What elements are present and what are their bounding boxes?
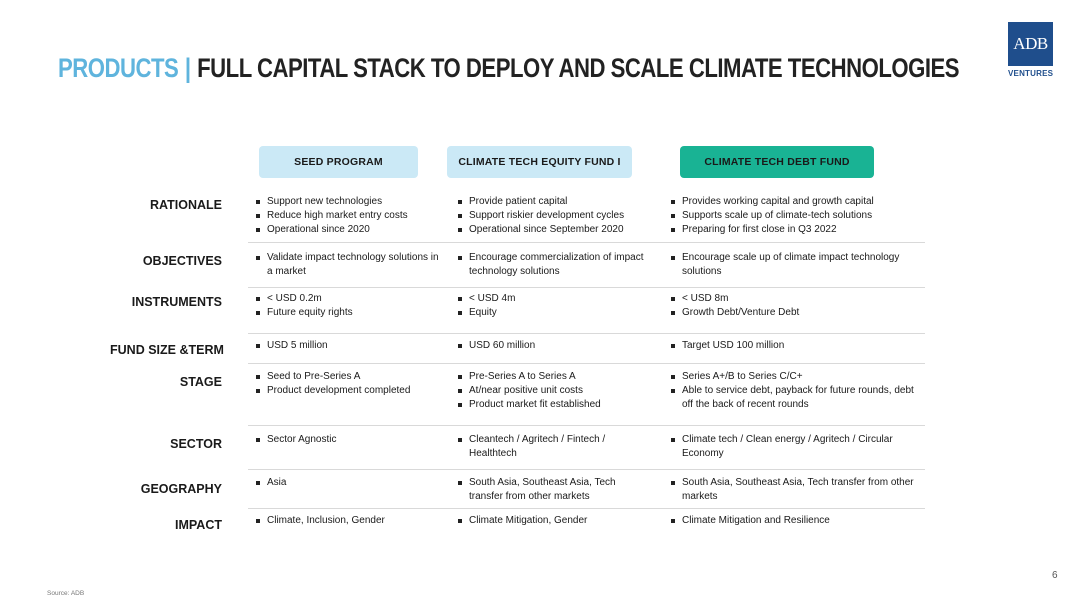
cell-equity bbox=[455, 292, 645, 320]
column-header-equity-fund: CLIMATE TECH EQUITY FUND I bbox=[447, 146, 632, 178]
title-main: FULL CAPITAL STACK TO DEPLOY AND SCALE CLIMATE TECHNOLOGIES bbox=[197, 53, 960, 83]
bullet-item: Able to service debt, payback for future rounds, debt off the back of recent rounds bbox=[668, 384, 918, 412]
logo-mark: ADB bbox=[1008, 22, 1053, 66]
cell-seed bbox=[253, 195, 443, 237]
row-divider bbox=[248, 508, 925, 509]
cell-seed bbox=[253, 514, 443, 528]
bullet-item: < USD 8m bbox=[668, 292, 918, 306]
bullet-item: Climate tech / Clean energy / Agritech / Circular Economy bbox=[668, 433, 918, 461]
bullet-item: Target USD 100 million bbox=[668, 339, 918, 353]
bullet-item: Encourage scale up of climate impact technology solutions bbox=[668, 251, 918, 279]
cell-debt bbox=[668, 251, 918, 279]
row-divider bbox=[248, 242, 925, 243]
cell-debt bbox=[668, 195, 918, 237]
bullet-item: Encourage commercialization of impact technology solutions bbox=[455, 251, 645, 279]
page-number: 6 bbox=[1052, 570, 1058, 581]
row-divider bbox=[248, 333, 925, 334]
cell-equity bbox=[455, 433, 645, 461]
bullet-item: Future equity rights bbox=[253, 306, 443, 320]
cell-debt bbox=[668, 370, 918, 412]
bullet-item: Growth Debt/Venture Debt bbox=[668, 306, 918, 320]
bullet-item: Cleantech / Agritech / Fintech / Healthtech bbox=[455, 433, 645, 461]
cell-debt bbox=[668, 433, 918, 461]
cell-equity bbox=[455, 195, 645, 237]
cell-equity bbox=[455, 370, 645, 412]
bullet-item: Product market fit established bbox=[455, 398, 645, 412]
title-prefix: PRODUCTS bbox=[58, 53, 179, 83]
cell-seed bbox=[253, 339, 443, 353]
adb-ventures-logo bbox=[1008, 22, 1053, 78]
bullet-item: Equity bbox=[455, 306, 645, 320]
bullet-item: Reduce high market entry costs bbox=[253, 209, 443, 223]
row-divider bbox=[248, 363, 925, 364]
cell-debt bbox=[668, 339, 918, 353]
cell-equity bbox=[455, 476, 645, 504]
cell-equity bbox=[455, 251, 645, 279]
bullet-item: Seed to Pre-Series A bbox=[253, 370, 443, 384]
cell-seed bbox=[253, 370, 443, 398]
bullet-item: Climate Mitigation and Resilience bbox=[668, 514, 918, 528]
bullet-item: Climate, Inclusion, Gender bbox=[253, 514, 443, 528]
row-label: GEOGRAPHY bbox=[140, 482, 222, 496]
bullet-item: Support riskier development cycles bbox=[455, 209, 645, 223]
row-label: SECTOR bbox=[170, 437, 222, 451]
row-label: RATIONALE bbox=[150, 198, 222, 212]
cell-equity bbox=[455, 339, 645, 353]
bullet-item: Operational since September 2020 bbox=[455, 223, 645, 237]
cell-debt bbox=[668, 514, 918, 528]
bullet-item: Climate Mitigation, Gender bbox=[455, 514, 645, 528]
row-label: IMPACT bbox=[175, 518, 222, 532]
row-divider bbox=[248, 425, 925, 426]
bullet-item: Provides working capital and growth capital bbox=[668, 195, 918, 209]
bullet-item: South Asia, Southeast Asia, Tech transfer from other markets bbox=[455, 476, 645, 504]
row-divider bbox=[248, 469, 925, 470]
column-header-debt-fund: CLIMATE TECH DEBT FUND bbox=[680, 146, 874, 178]
bullet-item: Provide patient capital bbox=[455, 195, 645, 209]
bullet-item: Validate impact technology solutions in a market bbox=[253, 251, 443, 279]
bullet-item: Product development completed bbox=[253, 384, 443, 398]
bullet-item: USD 60 million bbox=[455, 339, 645, 353]
title-separator: | bbox=[184, 53, 191, 83]
row-divider bbox=[248, 287, 925, 288]
bullet-item: Series A+/B to Series C/C+ bbox=[668, 370, 918, 384]
bullet-item: Operational since 2020 bbox=[253, 223, 443, 237]
cell-seed bbox=[253, 251, 443, 279]
bullet-item: Asia bbox=[253, 476, 443, 490]
bullet-item: < USD 0.2m bbox=[253, 292, 443, 306]
page-title bbox=[58, 53, 959, 84]
row-label: STAGE bbox=[179, 375, 222, 389]
cell-seed bbox=[253, 433, 443, 447]
bullet-item: Support new technologies bbox=[253, 195, 443, 209]
bullet-item: At/near positive unit costs bbox=[455, 384, 645, 398]
row-label: INSTRUMENTS bbox=[131, 295, 222, 309]
column-header-seed-program: SEED PROGRAM bbox=[259, 146, 418, 178]
cell-seed bbox=[253, 292, 443, 320]
cell-equity bbox=[455, 514, 645, 528]
bullet-item: < USD 4m bbox=[455, 292, 645, 306]
bullet-item: Sector Agnostic bbox=[253, 433, 443, 447]
row-label: FUND SIZE &TERM bbox=[110, 343, 224, 357]
logo-subtitle: VENTURES bbox=[1008, 69, 1054, 78]
bullet-item: South Asia, Southeast Asia, Tech transfer from other markets bbox=[668, 476, 918, 504]
row-label: OBJECTIVES bbox=[142, 254, 222, 268]
bullet-item: Supports scale up of climate-tech solutions bbox=[668, 209, 918, 223]
source-note: Source: ADB bbox=[47, 590, 85, 597]
bullet-item: Pre-Series A to Series A bbox=[455, 370, 645, 384]
cell-debt bbox=[668, 476, 918, 504]
bullet-item: Preparing for first close in Q3 2022 bbox=[668, 223, 918, 237]
cell-seed bbox=[253, 476, 443, 490]
bullet-item: USD 5 million bbox=[253, 339, 443, 353]
cell-debt bbox=[668, 292, 918, 320]
